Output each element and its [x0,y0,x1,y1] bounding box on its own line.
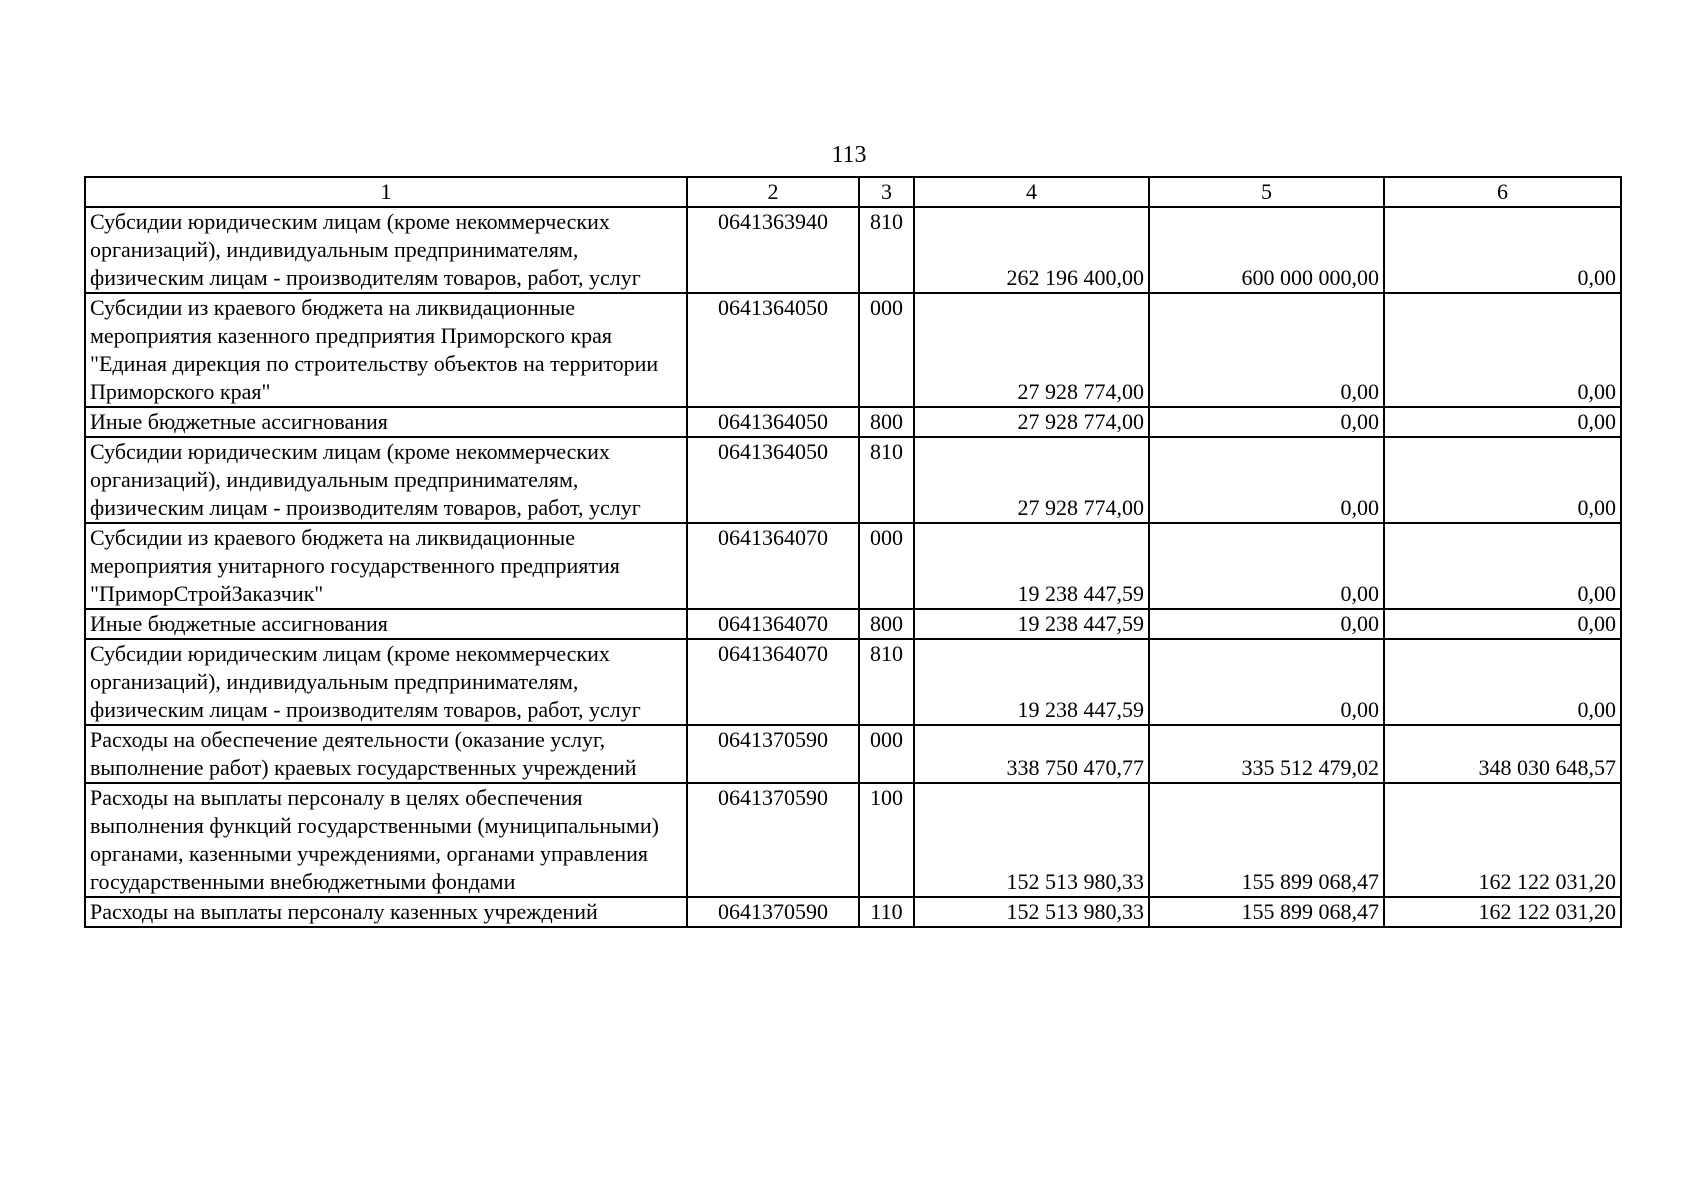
table-row [85,639,1621,725]
cell-type: 810 [859,639,914,725]
cell-code: 0641364070 [687,523,859,609]
cell-value-6: 348 030 648,57 [1384,725,1621,783]
cell-name: Расходы на выплаты персоналу казенных учреждений [85,897,687,927]
table-row [85,437,1621,523]
cell-code: 0641370590 [687,783,859,897]
cell-name: Расходы на обеспечение деятельности (оказание услуг, выполнение работ) краевых государственных учреждений [85,725,687,783]
column-header: 1 [85,177,687,207]
cell-value-4: 152 513 980,33 [914,783,1149,897]
page-number: 113 [831,142,867,168]
cell-value-4: 27 928 774,00 [914,407,1149,437]
column-header: 4 [914,177,1149,207]
cell-type: 000 [859,293,914,407]
table-row [85,725,1621,783]
cell-value-5: 0,00 [1149,293,1384,407]
column-header: 2 [687,177,859,207]
column-header: 6 [1384,177,1621,207]
cell-name: Иные бюджетные ассигнования [85,609,687,639]
cell-code: 0641364050 [687,293,859,407]
header-row [85,177,1621,207]
column-header: 5 [1149,177,1384,207]
cell-name: Субсидии юридическим лицам (кроме некоммерческих организаций), индивидуальным предпринимателям, физическим лицам - производителям товаров, работ, услуг [85,639,687,725]
cell-name: Расходы на выплаты персоналу в целях обеспечения выполнения функций государственными (муниципальными) органами, казенными учреждениями, органами управления государственными внебюджетными фондами [85,783,687,897]
cell-value-5: 335 512 479,02 [1149,725,1384,783]
cell-name: Субсидии юридическим лицам (кроме некоммерческих организаций), индивидуальным предпринимателям, физическим лицам - производителям товаров, работ, услуг [85,207,687,293]
cell-value-5: 600 000 000,00 [1149,207,1384,293]
cell-type: 810 [859,207,914,293]
cell-value-5: 0,00 [1149,609,1384,639]
table-row [85,897,1621,927]
cell-code: 0641364050 [687,407,859,437]
cell-type: 810 [859,437,914,523]
cell-name: Иные бюджетные ассигнования [85,407,687,437]
cell-value-4: 27 928 774,00 [914,437,1149,523]
cell-value-5: 0,00 [1149,437,1384,523]
cell-type: 000 [859,523,914,609]
cell-type: 800 [859,407,914,437]
table-row [85,293,1621,407]
cell-value-5: 0,00 [1149,407,1384,437]
cell-value-6: 0,00 [1384,293,1621,407]
cell-value-4: 27 928 774,00 [914,293,1149,407]
cell-value-6: 0,00 [1384,609,1621,639]
column-header: 3 [859,177,914,207]
cell-value-5: 0,00 [1149,523,1384,609]
cell-code: 0641364070 [687,609,859,639]
cell-value-5: 0,00 [1149,639,1384,725]
cell-code: 0641370590 [687,725,859,783]
cell-value-4: 19 238 447,59 [914,523,1149,609]
cell-value-6: 0,00 [1384,639,1621,725]
cell-type: 100 [859,783,914,897]
cell-name: Субсидии из краевого бюджета на ликвидационные мероприятия казенного предприятия Приморского края "Единая дирекция по строительству объектов на территории Приморского края" [85,293,687,407]
cell-type: 110 [859,897,914,927]
cell-value-4: 19 238 447,59 [914,639,1149,725]
cell-code: 0641370590 [687,897,859,927]
cell-value-5: 155 899 068,47 [1149,783,1384,897]
cell-value-4: 19 238 447,59 [914,609,1149,639]
table-row [85,207,1621,293]
cell-value-6: 0,00 [1384,523,1621,609]
cell-type: 800 [859,609,914,639]
cell-value-4: 262 196 400,00 [914,207,1149,293]
cell-name: Субсидии юридическим лицам (кроме некоммерческих организаций), индивидуальным предпринимателям, физическим лицам - производителям товаров, работ, услуг [85,437,687,523]
cell-value-4: 338 750 470,77 [914,725,1149,783]
budget-table [84,176,1622,928]
table-row [85,407,1621,437]
table-row [85,783,1621,897]
table-row [85,523,1621,609]
cell-value-6: 0,00 [1384,207,1621,293]
cell-value-6: 0,00 [1384,407,1621,437]
cell-value-6: 162 122 031,20 [1384,897,1621,927]
cell-code: 0641363940 [687,207,859,293]
cell-code: 0641364070 [687,639,859,725]
cell-type: 000 [859,725,914,783]
cell-code: 0641364050 [687,437,859,523]
cell-value-4: 152 513 980,33 [914,897,1149,927]
table-row [85,609,1621,639]
cell-value-5: 155 899 068,47 [1149,897,1384,927]
cell-value-6: 0,00 [1384,437,1621,523]
cell-value-6: 162 122 031,20 [1384,783,1621,897]
cell-name: Субсидии из краевого бюджета на ликвидационные мероприятия унитарного государственного предприятия "ПриморСтройЗаказчик" [85,523,687,609]
